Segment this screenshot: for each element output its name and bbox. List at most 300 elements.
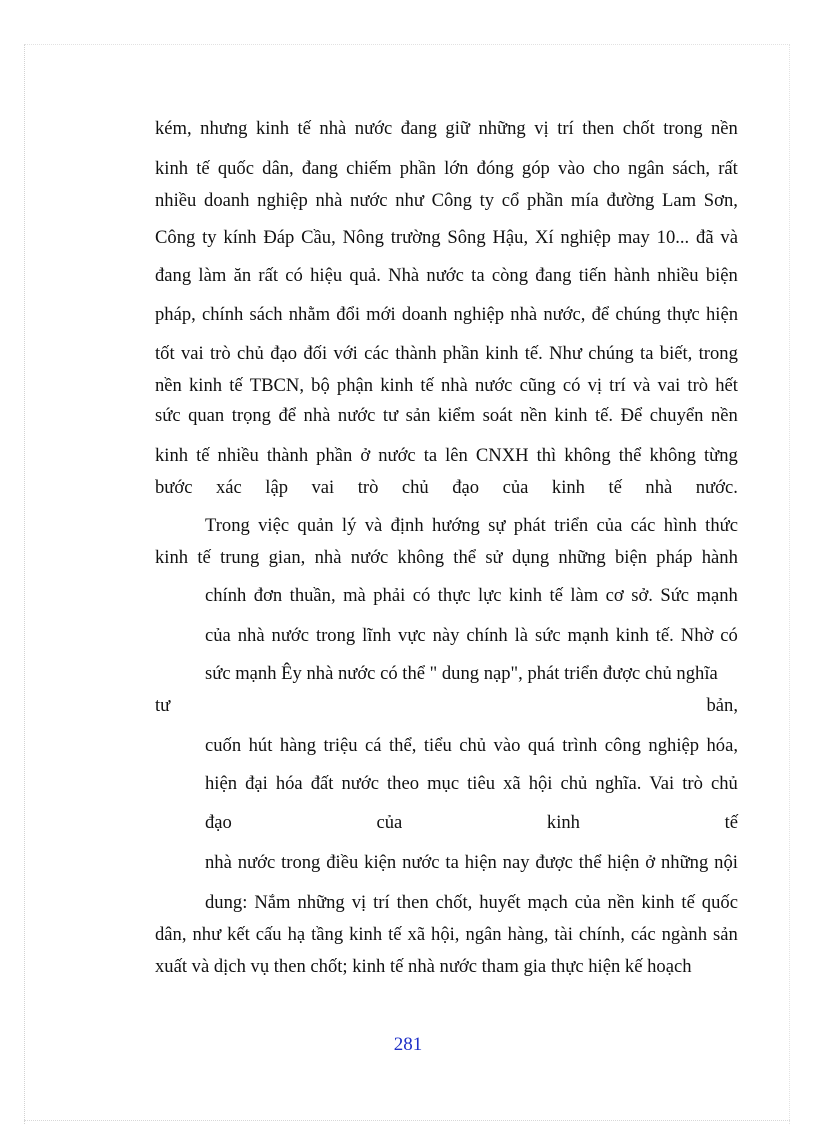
word: ty [202, 227, 217, 248]
word: dụng [511, 547, 550, 568]
word: không [564, 445, 611, 466]
word: kinh [546, 812, 580, 833]
word: đại [245, 773, 268, 794]
word: bước [155, 477, 193, 498]
word: biết, [659, 343, 693, 364]
word: tế. [524, 343, 543, 364]
text-line [155, 695, 738, 717]
word: cũng [519, 375, 556, 396]
word: cuốn [205, 735, 242, 756]
word: phần [527, 190, 564, 211]
word: định [390, 515, 424, 536]
word: phải [373, 585, 406, 606]
word: thuần, [289, 585, 336, 606]
word: tiến [578, 265, 607, 286]
word: và [720, 227, 738, 248]
word: nền [607, 892, 635, 913]
word: chính [205, 585, 247, 606]
word: nhiều [217, 445, 259, 466]
word: nghiệp [257, 190, 308, 211]
word: như [395, 190, 424, 211]
word: lớn [444, 158, 469, 179]
word: xác [215, 477, 242, 498]
word: trong [698, 343, 738, 364]
word: trung [220, 547, 260, 568]
word: nhưng [200, 118, 248, 139]
word: lập [265, 477, 288, 498]
word: gian, [268, 547, 306, 568]
word: ở [360, 445, 371, 466]
word: Nhờ [680, 625, 714, 646]
word: nhà [510, 304, 538, 325]
word: đơn [253, 585, 283, 606]
word: pháp [656, 547, 693, 568]
word: với [333, 343, 358, 364]
word: đang [400, 118, 437, 139]
word: triệu [323, 735, 358, 756]
word: nước [402, 852, 440, 873]
word: nay [502, 852, 530, 873]
word: đang [535, 265, 572, 286]
word: và [364, 515, 383, 536]
word: nhà [314, 547, 342, 568]
word: nhiều [155, 190, 197, 211]
word: Như [549, 343, 582, 364]
word: vị [534, 118, 549, 139]
word: không [397, 547, 444, 568]
word: sách [249, 304, 283, 325]
word: hàng [279, 735, 317, 756]
word: những [661, 852, 709, 873]
word: các [630, 924, 656, 945]
word: doanh [401, 304, 448, 325]
text-line [155, 118, 738, 140]
word: hóa [275, 773, 303, 794]
word: tế [197, 547, 211, 568]
word: đất [310, 773, 334, 794]
word: mía [570, 190, 599, 211]
word: tiêu [467, 773, 496, 794]
word: còng [491, 265, 528, 286]
word: kinh [551, 477, 585, 498]
word: giữ [445, 118, 470, 139]
word: trí [609, 375, 626, 396]
word: đang [301, 158, 338, 179]
word: hóa, [706, 735, 738, 756]
word: nền [520, 405, 547, 426]
word: được [535, 852, 573, 873]
word: nhiều [657, 265, 699, 286]
word: có [720, 625, 738, 646]
word: quản [297, 515, 334, 536]
word: vai [311, 477, 335, 498]
page-number: 281 [393, 1034, 423, 1055]
word: nước, [543, 304, 586, 325]
word: vai [180, 343, 204, 364]
word: nhà [205, 852, 232, 873]
word: kinh [641, 892, 675, 913]
word: nền [710, 405, 738, 426]
word: hành [701, 547, 738, 568]
word: sức [155, 405, 181, 426]
word: tiểu [423, 735, 452, 756]
word: nhà [440, 375, 468, 396]
word: Công [431, 190, 472, 211]
word: Để [620, 405, 643, 426]
word: nước [354, 118, 393, 139]
word: thể [618, 445, 642, 466]
word: phát [513, 515, 546, 536]
word: làm [198, 265, 227, 286]
word: đối [303, 343, 328, 364]
word: quá [527, 735, 555, 756]
word: sản [405, 405, 431, 426]
word: nền [711, 118, 738, 139]
word: trò [210, 343, 231, 364]
word: trường [390, 227, 441, 248]
word: Sông [447, 227, 486, 248]
word: là [514, 625, 529, 646]
word: nước [426, 265, 464, 286]
text-line [155, 375, 738, 397]
word: tế. [655, 625, 674, 646]
word: để [278, 405, 297, 426]
word: vị [587, 375, 603, 396]
word: mới [366, 304, 396, 325]
word: quốc [217, 158, 254, 179]
word: hiện [705, 304, 738, 325]
word: quốc [701, 892, 738, 913]
word: cơ [605, 585, 624, 606]
word: nghiệp [453, 304, 505, 325]
word: TBCN, [249, 375, 305, 396]
word: Lam [662, 190, 697, 211]
word: Nhà [388, 265, 420, 286]
word: việc [258, 515, 290, 536]
word: thể [453, 547, 477, 568]
word: ở [645, 852, 656, 873]
word: này [432, 625, 460, 646]
word: hành [613, 265, 650, 286]
word: thì [536, 445, 557, 466]
word: chính, [578, 924, 625, 945]
word: hình [663, 515, 697, 536]
word: kinh [508, 585, 542, 606]
text-line [205, 735, 738, 757]
word: ngành [661, 924, 708, 945]
word: Trong [205, 515, 250, 536]
word: Công [155, 227, 196, 248]
word: kinh [485, 343, 519, 364]
word: sự [488, 515, 506, 536]
word: rất [258, 265, 279, 286]
text-line [205, 585, 738, 607]
word: dân, [262, 158, 294, 179]
word: thể, [389, 735, 417, 756]
word: làm [570, 585, 599, 606]
word: trong [663, 118, 703, 139]
word: chốt, [435, 892, 473, 913]
text-line [205, 515, 738, 537]
word: nền [155, 375, 182, 396]
word: vào [557, 158, 585, 179]
word: tế [388, 924, 402, 945]
word: nhà [315, 190, 343, 211]
word: sức [535, 625, 561, 646]
word: ta [445, 852, 459, 873]
text-line [155, 547, 738, 569]
word: đã [696, 227, 714, 248]
word: ty [479, 190, 495, 211]
word: 10... [656, 227, 690, 248]
word: nước [350, 190, 388, 211]
word: lĩnh [362, 625, 392, 646]
word: tầng [311, 924, 344, 945]
word: tốt [155, 343, 175, 364]
word: của [376, 812, 403, 833]
word: hướng [431, 515, 480, 536]
word: Đáp [263, 227, 295, 248]
word: ta [640, 343, 654, 364]
word: nhằm [288, 304, 331, 325]
text-line [205, 852, 738, 874]
word: mục [427, 773, 460, 794]
word: cổ [501, 190, 520, 211]
word: lên [445, 445, 468, 466]
bottom-rule [24, 1120, 790, 1121]
word: Xí [534, 227, 554, 248]
word: trí [373, 892, 390, 913]
word: kinh [615, 625, 649, 646]
word: không [649, 445, 696, 466]
word: tế [420, 375, 434, 396]
word: hội [528, 773, 553, 794]
word: vai [657, 375, 681, 396]
word: kinh [349, 924, 383, 945]
word: hiện [607, 852, 640, 873]
word: của [574, 892, 601, 913]
word: có [412, 585, 431, 606]
word: của [502, 477, 529, 498]
word: thể [578, 852, 602, 873]
word: sách, [672, 158, 711, 179]
word: biện [705, 265, 738, 286]
word: phần [316, 445, 353, 466]
word: rất [718, 158, 738, 179]
word: phần [442, 343, 479, 364]
word: mạnh [567, 625, 609, 646]
word: kém, [155, 118, 192, 139]
word: từng [703, 445, 738, 466]
word: hút [248, 735, 273, 756]
word: mà [343, 585, 366, 606]
word: nước [378, 445, 416, 466]
text-line [155, 227, 738, 249]
word: kiểm [437, 405, 476, 426]
text-line [155, 343, 738, 365]
word: kinh [155, 158, 189, 179]
word: trong [281, 852, 321, 873]
text-line [155, 265, 738, 287]
word: trọng [231, 405, 271, 426]
word: chính [466, 625, 508, 646]
word: tài [554, 924, 573, 945]
word: kinh [380, 375, 414, 396]
word: đổi [336, 304, 360, 325]
word: Nắm [254, 892, 291, 913]
word: đường [606, 190, 655, 211]
word: nghiệp [560, 227, 611, 248]
word: của [596, 515, 623, 536]
word: tế [608, 477, 622, 498]
word: kinh [189, 375, 223, 396]
word: xã [503, 773, 521, 794]
word: công [604, 735, 641, 756]
word: và [632, 375, 651, 396]
word: hiệu [310, 265, 343, 286]
word: bộ [311, 375, 330, 396]
word: chúng [615, 304, 661, 325]
word: Hậu, [492, 227, 529, 248]
word: đang [155, 265, 192, 286]
word: hiện [464, 852, 497, 873]
word: chủ [459, 735, 487, 756]
word: Cầu, [301, 227, 336, 248]
word: nước [337, 405, 376, 426]
word: nhà [237, 625, 265, 646]
word: tế [724, 812, 738, 833]
text-line [155, 924, 738, 946]
word: đóng [476, 158, 514, 179]
word: có [285, 265, 303, 286]
word: điều [326, 852, 359, 873]
word: tế [196, 158, 210, 179]
word: nghĩa. [595, 773, 642, 794]
word: kết [227, 924, 250, 945]
word: đạo [270, 343, 298, 364]
text-line: xuất và dịch vụ then chốt; kinh tế nhà nước tham gia thực hiện kế hoạch [155, 956, 692, 977]
word: Sơn, [703, 190, 738, 211]
word: xã [407, 924, 426, 945]
word: những [478, 118, 526, 139]
word: trò [687, 375, 709, 396]
word: then [396, 892, 429, 913]
word: kính [223, 227, 257, 248]
word: ta [423, 445, 438, 466]
word: đạo [452, 477, 480, 498]
text-line [155, 158, 738, 180]
word: thành [395, 343, 437, 364]
text-line [205, 773, 738, 795]
word: pháp, [155, 304, 196, 325]
word: quả. [349, 265, 381, 286]
word: bản, [706, 695, 738, 716]
word: theo [387, 773, 420, 794]
word: then [582, 118, 615, 139]
word: những [558, 547, 606, 568]
word: nước [237, 852, 276, 873]
word: hàng, [507, 924, 549, 945]
word: trí [557, 118, 574, 139]
word: tế [681, 892, 695, 913]
word: huyết [479, 892, 521, 913]
word: trong [315, 625, 356, 646]
word: phần [399, 158, 436, 179]
word: nội [714, 852, 738, 873]
word: trò [357, 477, 379, 498]
word: chủ [237, 343, 264, 364]
word: Vai [649, 773, 675, 794]
word: doanh [204, 190, 250, 211]
text-line: sức mạnh Êy nhà nước có thể " dung nạp", phát triển được chủ nghĩa [205, 663, 718, 684]
word: tư [382, 405, 399, 426]
word: có [562, 375, 581, 396]
word: phận [336, 375, 374, 396]
word: cấu [255, 924, 282, 945]
word: lực [477, 585, 502, 606]
word: nước [350, 547, 389, 568]
word: chính [201, 304, 244, 325]
word: chủ [401, 477, 429, 498]
word: tế [549, 585, 563, 606]
word: tế [297, 118, 311, 139]
word: nước [474, 375, 513, 396]
word: chủ [710, 773, 738, 794]
word: nước [341, 773, 379, 794]
text-line [155, 190, 738, 212]
text-line [155, 445, 738, 467]
word: chốt [622, 118, 655, 139]
word: ăn [233, 265, 252, 286]
word: thành [266, 445, 309, 466]
word: nhà [303, 405, 331, 426]
word: kinh [155, 547, 189, 568]
word: nghiệp [648, 735, 700, 756]
word: triển [554, 515, 589, 536]
word: chúng [588, 343, 634, 364]
word: dân, [155, 924, 187, 945]
word: hội, [431, 924, 460, 945]
word: chủ [560, 773, 588, 794]
word: vực [398, 625, 426, 646]
word: CNXH [475, 445, 529, 466]
word: hạ [287, 924, 306, 945]
word: đạo [205, 812, 232, 833]
word: các [364, 343, 389, 364]
text-line [205, 812, 738, 834]
word: soát [482, 405, 513, 426]
word: sở. [631, 585, 653, 606]
word: kiện [364, 852, 397, 873]
word: kinh [155, 445, 189, 466]
word: tế. [594, 405, 614, 426]
word: của [205, 625, 231, 646]
text-line [205, 625, 738, 647]
word: cá [365, 735, 382, 756]
word: Sức [660, 585, 690, 606]
word: chiếm [346, 158, 392, 179]
word: các [630, 515, 656, 536]
word: góp [521, 158, 550, 179]
word: Nông [342, 227, 384, 248]
word: sử [485, 547, 503, 568]
word: ta [471, 265, 485, 286]
word: sản [712, 924, 738, 945]
word: biện [614, 547, 647, 568]
word: chuyển [649, 405, 704, 426]
word: tế [196, 445, 210, 466]
word: ngân [628, 158, 665, 179]
